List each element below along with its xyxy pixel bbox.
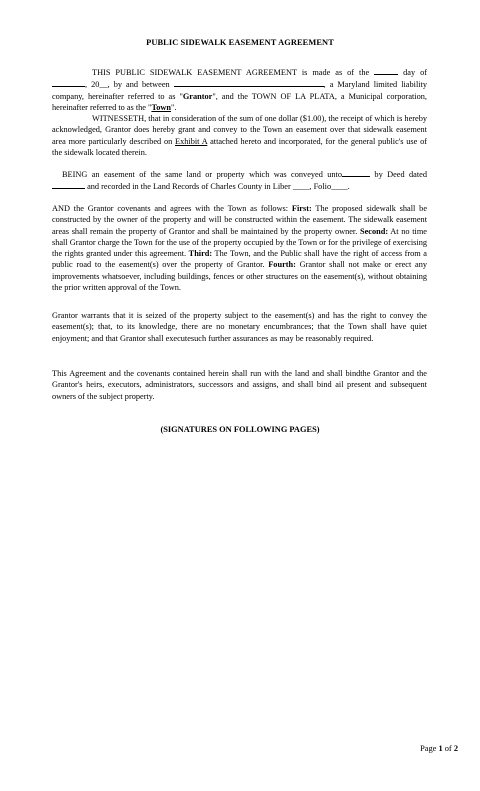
fourth-label: Fourth: — [268, 260, 296, 270]
covenants-text-c: At no time shall Grantor charge the Town for the use of the property occupied by the Town or for the privilege of exercising the rights granted under this agreement. — [52, 226, 427, 259]
covenants-text-a: AND the Grantor covenants and agrees with the Town as follows: — [52, 204, 292, 213]
third-label: Third: — [188, 249, 213, 259]
being-text-c: and recorded in the Land Records of Charles County in Liber ____, Folio____. — [85, 182, 350, 192]
being-text-a: BEING an easement of the same land or property which was conveyed unto — [62, 170, 343, 179]
being-paragraph — [52, 168, 427, 193]
town-term: Town — [151, 102, 171, 112]
intro-text-d: , a Maryland limited liability company, hereinafter referred to as " — [52, 80, 428, 101]
intro-text-c: , 20__, by and between — [85, 80, 174, 90]
second-label: Second: — [359, 226, 389, 236]
covenants-paragraph — [52, 203, 427, 293]
witnesseth-text-b: attached hereto and incorporated, for the general public's use of the sidewalk located therein. — [52, 136, 427, 157]
intro-text-a: THIS PUBLIC SIDEWALK EASEMENT AGREEMENT is made as of the — [92, 68, 375, 77]
covenants-text-b: The proposed sidewalk shall be constructed by the owner of the property and will be constructed within the easement. The sidewalk easement areas shall remain the property of Grantor and shall be maintained by the property owner. — [52, 204, 428, 236]
page-of: of — [442, 744, 454, 753]
page-total: 2 — [453, 744, 458, 753]
document-title: PUBLIC SIDEWALK EASEMENT AGREEMENT — [146, 38, 334, 47]
conveyed-blank — [342, 168, 370, 177]
page-label: Page — [420, 744, 439, 753]
intro-text-f: ". — [170, 102, 177, 112]
page-footer — [420, 744, 458, 753]
binding-paragraph: This Agreement and the covenants contained herein shall run with the land and shall bindthe Grantor and the Grantor's heirs, executors, administrators, successors and assigns, and shall bind ail present and subsequent owners of the subject property. — [52, 369, 427, 401]
witnesseth-text-a: WITNESSETH, that in consideration of the sum of one dollar ($1.00), the receipt of which is hereby acknowledged, Grantor does hereby grant and convey to the Town an easement over that sidewalk easement area more particularly described on — [52, 114, 427, 146]
intro-text-e: ", and the TOWN OF LA PLATA, a Municipal corporation, hereinafter referred to as the " — [52, 91, 427, 112]
deed-date-blank — [52, 180, 85, 189]
signatures-note: (SIGNATURES ON FOLLOWING PAGES) — [160, 425, 320, 434]
intro-paragraph — [52, 66, 427, 113]
page-number: 1 — [438, 744, 443, 753]
witnesseth-paragraph — [52, 113, 427, 158]
first-label: First: — [291, 204, 312, 213]
being-text-b: by Deed dated — [370, 170, 427, 179]
intro-text-b: day of — [398, 68, 427, 77]
covenants-text-d: The Town, and the Public shall have the right of access from a public road to the easement(s) over the property of Grantor. — [52, 249, 427, 270]
grantor-name-blank — [174, 78, 324, 87]
month-blank — [52, 78, 85, 87]
covenants-text-e: Grantor shall not make or erect any improvements whatsoever, including buildings, fences or other structures on the easement(s), without obtaining the prior written approval of the Town. — [52, 260, 427, 293]
day-blank — [374, 66, 398, 75]
exhibit-reference: Exhibit A — [175, 136, 208, 146]
warranty-paragraph: Grantor warrants that it is seized of the property subject to the easement(s) and has the right to convey the easement(s); that, to its knowledge, there are no monetary encumbrances; that the Town shall have quiet enjoyment; and that Grantor shall executesuch further assurances as may be reasonably required. — [52, 311, 427, 343]
grantor-term: Grantor — [182, 91, 213, 101]
